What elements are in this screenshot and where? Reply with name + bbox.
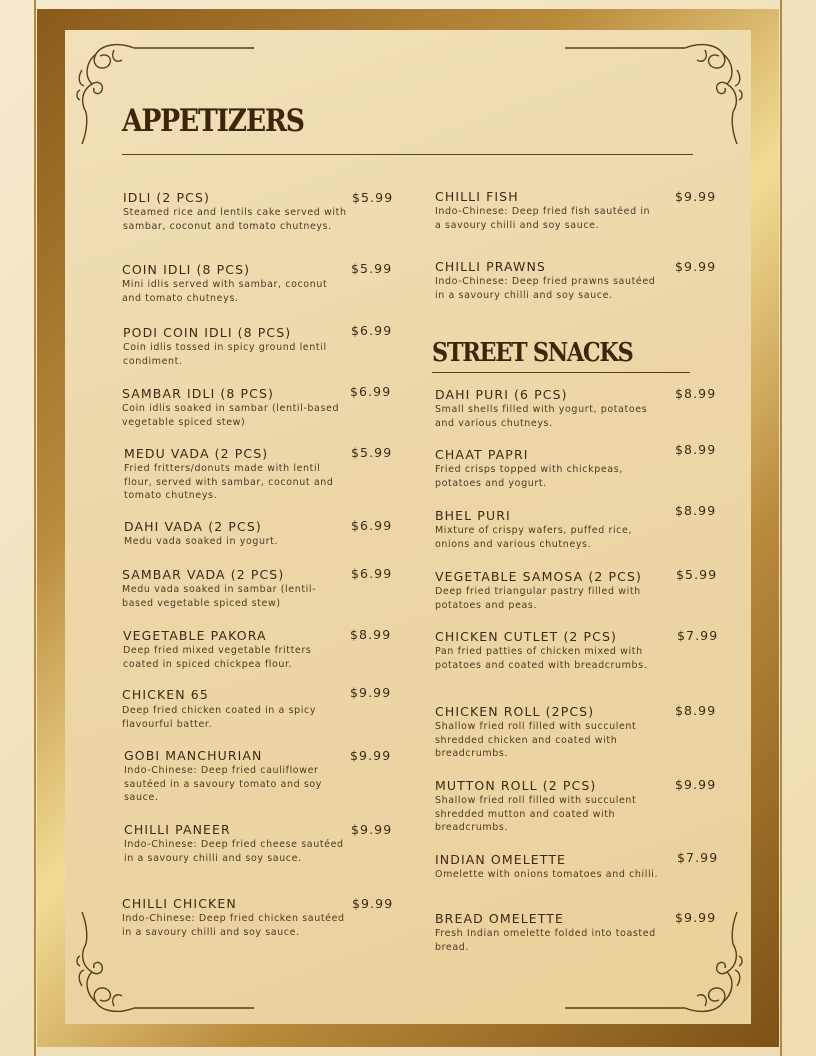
- appetizers-divider: [122, 154, 693, 155]
- item-price: $8.99: [350, 627, 392, 642]
- item-name: CHAAT PAPRI: [435, 447, 529, 462]
- item-name: DAHI VADA (2 PCS): [124, 519, 262, 534]
- item-description: Shallow fried roll filled with succulent shredded mutton and coated with breadcrumbs.: [435, 795, 637, 833]
- item-price: $8.99: [675, 503, 717, 518]
- item-description: Indo-Chinese: Deep fried prawns sautéed in a savoury chilli and soy sauce.: [435, 276, 656, 301]
- item-description: Indo-Chinese: Deep fried cheese sautéed in a savoury chilli and soy sauce.: [124, 839, 344, 864]
- menu-item: [124, 520, 349, 549]
- item-price: $9.99: [351, 822, 393, 837]
- item-name: BHEL PURI: [435, 508, 511, 523]
- item-price: $9.99: [675, 259, 717, 274]
- menu-item: [435, 912, 663, 954]
- item-price: $9.99: [350, 748, 392, 763]
- item-name: CHILLI PRAWNS: [435, 259, 546, 274]
- item-description: Indo-Chinese: Deep fried cauliflower sautéed in a savoury tomato and soy sauce.: [124, 765, 322, 803]
- item-description: Indo-Chinese: Deep fried fish sautéed in a savoury chilli and soy sauce.: [435, 206, 651, 231]
- menu-item: [122, 897, 347, 939]
- item-price: $8.99: [675, 703, 717, 718]
- item-price: $5.99: [351, 261, 393, 276]
- menu-item: [435, 509, 663, 551]
- item-name: MEDU VADA (2 PCS): [124, 446, 269, 461]
- item-description: Deep fried mixed vegetable fritters coated in spiced chickpea flour.: [123, 645, 312, 670]
- item-price: $6.99: [351, 566, 393, 581]
- item-description: Medu vada soaked in yogurt.: [124, 536, 279, 547]
- item-name: CHILLI FISH: [435, 189, 519, 204]
- menu-item: [435, 448, 663, 490]
- item-price: $9.99: [675, 189, 717, 204]
- menu-item: [124, 447, 349, 503]
- item-name: PODI COIN IDLI (8 PCS): [123, 325, 292, 340]
- menu-item: [435, 570, 670, 612]
- menu-item: [435, 779, 665, 835]
- menu-item: [122, 568, 347, 610]
- item-description: Pan fried patties of chicken mixed with potatoes and coated with breadcrumbs.: [435, 646, 648, 671]
- item-description: Shallow fried roll filled with succulent shredded chicken and coated with breadcrumbs.: [435, 721, 637, 759]
- item-description: Indo-Chinese: Deep fried chicken sautéed in a savoury chilli and soy sauce.: [122, 913, 345, 938]
- item-name: SAMBAR VADA (2 PCS): [122, 567, 285, 582]
- item-price: $5.99: [351, 445, 393, 460]
- item-description: Small shells filled with yogurt, potatoes and various chutneys.: [435, 404, 648, 429]
- item-description: Mini idlis served with sambar, coconut and tomato chutneys.: [122, 279, 328, 304]
- item-name: CHICKEN 65: [122, 687, 209, 702]
- menu-item: [435, 388, 663, 430]
- item-name: CHILLI CHICKEN: [122, 896, 237, 911]
- item-description: Mixture of crispy wafers, puffed rice, onions and various chutneys.: [435, 525, 633, 550]
- item-price: $5.99: [352, 190, 394, 205]
- item-description: Coin idlis soaked in sambar (lentil-based vegetable spiced stew): [122, 403, 340, 428]
- item-price: $8.99: [675, 386, 717, 401]
- item-name: BREAD OMELETTE: [435, 911, 565, 926]
- item-price: $6.99: [351, 518, 393, 533]
- item-name: CHILLI PANEER: [124, 822, 231, 837]
- item-price: $5.99: [676, 567, 718, 582]
- menu-item: [123, 629, 348, 671]
- item-price: $7.99: [677, 850, 719, 865]
- item-price: $9.99: [352, 896, 394, 911]
- item-price: $6.99: [350, 384, 392, 399]
- item-price: $9.99: [675, 777, 717, 792]
- item-name: VEGETABLE SAMOSA (2 PCS): [435, 569, 642, 584]
- item-name: COIN IDLI (8 PCS): [122, 262, 251, 277]
- appetizers-heading: APPETIZERS: [122, 103, 304, 139]
- item-description: Fresh Indian omelette folded into toasted bread.: [435, 928, 656, 953]
- item-name: DAHI PURI (6 PCS): [435, 387, 568, 402]
- item-price: $7.99: [677, 628, 719, 643]
- item-description: Medu vada soaked in sambar (lentil-based vegetable spiced stew): [122, 584, 317, 609]
- item-name: IDLI (2 PCS): [123, 190, 211, 205]
- menu-item: [435, 705, 665, 761]
- menu-item: [435, 853, 663, 882]
- item-description: Fried fritters/donuts made with lentil flour, served with sambar, coconut and tomato chutneys.: [124, 463, 334, 501]
- menu-item: [124, 823, 349, 865]
- menu-item: [123, 326, 348, 368]
- item-price: $6.99: [351, 323, 393, 338]
- corner-flourish-icon: [560, 40, 745, 150]
- menu-item: [435, 630, 663, 672]
- menu-item: [122, 688, 347, 731]
- item-name: SAMBAR IDLI (8 PCS): [122, 386, 275, 401]
- menu-item: [435, 260, 660, 302]
- item-name: GOBI MANCHURIAN: [124, 748, 263, 763]
- item-description: Fried crisps topped with chickpeas, potatoes and yogurt.: [435, 464, 623, 489]
- item-name: VEGETABLE PAKORA: [123, 628, 267, 643]
- street-snacks-heading: STREET SNACKS: [432, 338, 633, 368]
- menu-item: [435, 190, 660, 232]
- item-name: CHICKEN CUTLET (2 PCS): [435, 629, 618, 644]
- item-description: Steamed rice and lentils cake served with sambar, coconut and tomato chutneys.: [123, 207, 347, 232]
- item-name: MUTTON ROLL (2 PCS): [435, 778, 597, 793]
- item-description: Omelette with onions tomatoes and chilli.: [435, 869, 659, 880]
- item-name: INDIAN OMELETTE: [435, 852, 567, 867]
- menu-item: [123, 191, 348, 233]
- menu-item: [122, 387, 347, 429]
- item-description: Deep fried chicken coated in a spicy flavourful batter.: [122, 705, 317, 730]
- street-snacks-divider: [432, 372, 690, 373]
- item-price: $8.99: [675, 442, 717, 457]
- item-description: Coin idlis tossed in spicy ground lentil condiment.: [123, 342, 327, 367]
- item-price: $9.99: [675, 910, 717, 925]
- menu-item: [124, 749, 349, 805]
- item-description: Deep fried triangular pastry filled with potatoes and peas.: [435, 586, 641, 611]
- item-price: $9.99: [350, 685, 392, 700]
- item-name: CHICKEN ROLL (2PCS): [435, 704, 595, 719]
- menu-item: [122, 263, 347, 305]
